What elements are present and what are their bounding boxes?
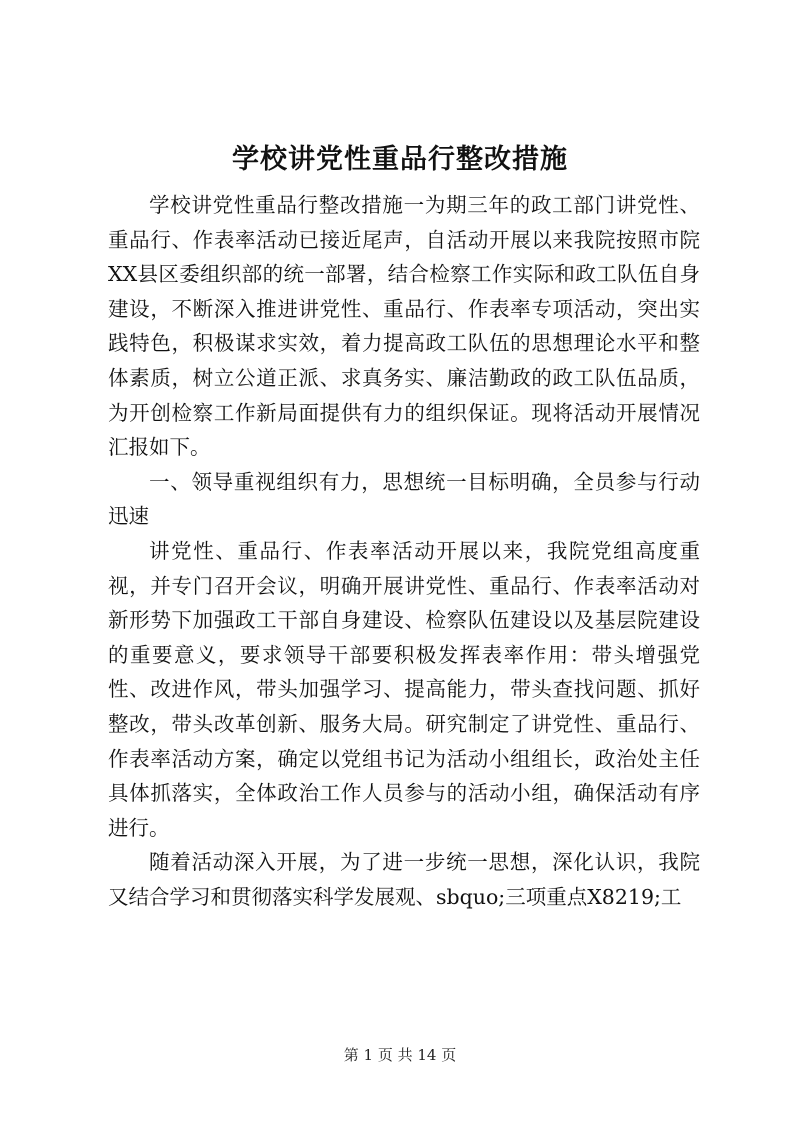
section-heading: 一、领导重视组织有力，思想统一目标明确，全员参与行动迅速 (108, 469, 700, 529)
page-number-footer: 第 1 页 共 14 页 (343, 1046, 457, 1064)
body-paragraph: 随着活动深入开展，为了进一步统一思想，深化认识，我院又结合学习和贯彻落实科学发展观、sbquo;三项重点X8219;工 (108, 850, 700, 909)
document-body (108, 188, 700, 914)
document-title: 学校讲党性重品行整改措施 (232, 144, 568, 175)
body-paragraph: 讲党性、重品行、作表率活动开展以来，我院党组高度重视，并专门召开会议，明确开展讲党性、重品行、作表率活动对新形势下加强政工干部自身建设、检察队伍建设以及基层院建设的重要意义，要求领导干部要积极发挥表率作用：带头增强党性、改进作风，带头加强学习、提高能力，带头查找问题、抓好整改，带头改革创新、服务大局。研究制定了讲党性、重品行、作表率活动方案，确定以党组书记为活动小组组长，政治处主任具体抓落实，全体政治工作人员参与的活动小组，确保活动有序进行。 (108, 538, 700, 840)
body-paragraph: 学校讲党性重品行整改措施一为期三年的政工部门讲党性、重品行、作表率活动已接近尾声，自活动开展以来我院按照市院XX县区委组织部的统一部署，结合检察工作实际和政工队伍自身建设，不断深入推进讲党性、重品行、作表率专项活动，突出实践特色，积极谋求实效，着力提高政工队伍的思想理论水平和整体素质，树立公道正派、求真务实、廉洁勤政的政工队伍品质，为开创检察工作新局面提供有力的组织保证。现将活动开展情况汇报如下。 (108, 193, 700, 460)
